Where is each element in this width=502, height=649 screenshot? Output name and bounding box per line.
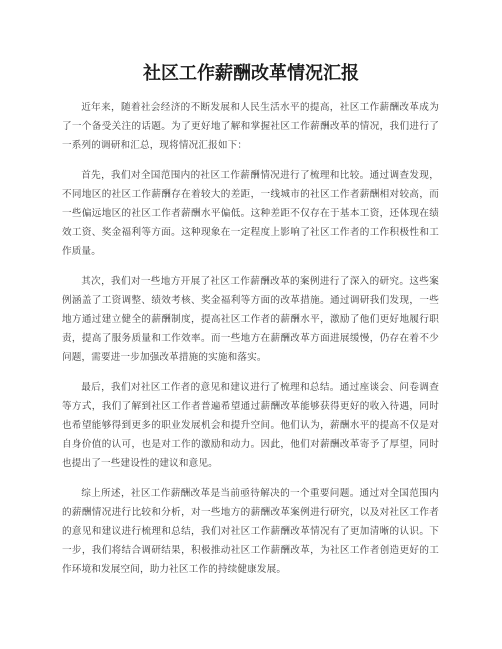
document-title: 社区工作薪酬改革情况汇报 <box>143 63 359 84</box>
paragraph-intro: 近年来，随着社会经济的不断发展和人民生活水平的提高，社区工作薪酬改革成为了一个备受关注的话题。为了更好地了解和掌握社区工作薪酬改革的情况，我们进行了一系列的调研和汇总，现将情况汇报如下： <box>62 102 439 151</box>
document-body <box>62 98 439 590</box>
paragraph-final: 最后，我们对社区工作者的意见和建议进行了梳理和总结。通过座谈会、问卷调查等方式，我们了解到社区工作者普遍希望通过薪酬改革能够获得更好的收入待遇，同时也希望能够得到更多的职业发展机会和提升空间。他们认为，薪酬水平的提高不仅是对自身价值的认可，也是对工作的激励和动力。因此，他们对薪酬改革寄予了厚望，同时也提出了一些建设性的建议和意见。 <box>62 382 439 469</box>
paragraph-first: 首先，我们对全国范围内的社区工作薪酬情况进行了梳理和比较。通过调查发现，不同地区的社区工作薪酬存在着较大的差距，一线城市的社区工作者薪酬相对较高，而一些偏远地区的社区工作者薪酬水平偏低。这种差距不仅存在于基本工资，还体现在绩效工资、奖金福利等方面。这种现象在一定程度上影响了社区工作者的工作积极性和工作质量。 <box>62 170 439 257</box>
paragraph-summary: 综上所述，社区工作薪酬改革是当前亟待解决的一个重要问题。通过对全国范围内的薪酬情况进行比较和分析，对一些地方的薪酬改革案例进行研究，以及对社区工作者的意见和建议进行梳理和总结，我们对社区工作薪酬改革情况有了更加清晰的认识。下一步，我们将结合调研结果，积极推动社区工作薪酬改革，为社区工作者创造更好的工作环境和发展空间，助力社区工作的持续健康发展。 <box>62 488 439 575</box>
paragraph-second: 其次，我们对一些地方开展了社区工作薪酬改革的案例进行了深入的研究。这些案例涵盖了工资调整、绩效考核、奖金福利等方面的改革措施。通过调研我们发现，一些地方通过建立健全的薪酬制度，提高社区工作者的薪酬水平，激励了他们更好地履行职责，提高了服务质量和工作效率。而一些地方在薪酬改革方面进展缓慢，仍存在着不少问题，需要进一步加强改革措施的实施和落实。 <box>62 276 439 363</box>
